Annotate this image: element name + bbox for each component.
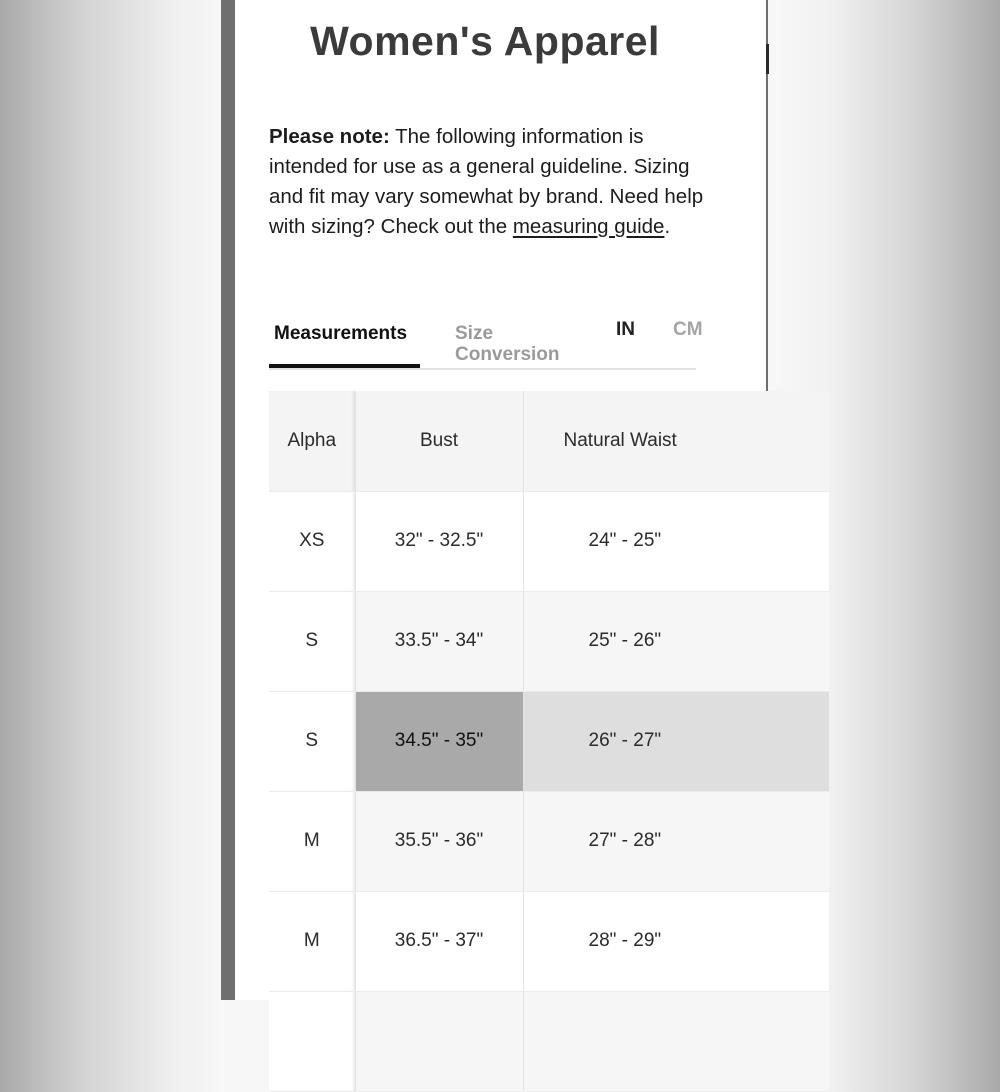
- cell-bust-highlighted: 34.5" - 35": [355, 691, 523, 791]
- active-tab-indicator: [269, 364, 420, 368]
- cell-alpha: S: [269, 591, 355, 691]
- table-header-row: [269, 391, 829, 491]
- cell-waist: [523, 991, 829, 1091]
- header-natural-waist: Natural Waist: [523, 391, 829, 491]
- cell-waist: 24" - 25": [523, 491, 829, 591]
- unit-toggle-in[interactable]: IN: [616, 319, 635, 340]
- tab-measurements[interactable]: Measurements: [274, 323, 408, 344]
- header-bust: Bust: [355, 391, 523, 491]
- table-row: [269, 991, 829, 1091]
- cell-alpha: [269, 991, 355, 1091]
- cell-bust: 36.5" - 37": [355, 891, 523, 991]
- cell-bust: 35.5" - 36": [355, 791, 523, 891]
- cell-waist: 27" - 28": [523, 791, 829, 891]
- size-chart-panel: [235, 0, 766, 1000]
- measurements-table-scroll[interactable]: [269, 391, 696, 1031]
- unit-toggle-cm[interactable]: CM: [673, 319, 703, 340]
- cell-bust: 32" - 32.5": [355, 491, 523, 591]
- note-label: Please note:: [269, 125, 390, 148]
- page-title: Women's Apparel: [310, 18, 660, 64]
- measuring-guide-link[interactable]: measuring guide: [512, 215, 665, 238]
- table-row: [269, 791, 829, 891]
- table-row-highlighted: [269, 691, 829, 791]
- cell-alpha: M: [269, 791, 355, 891]
- table-row: [269, 591, 829, 691]
- cell-bust: [355, 991, 523, 1091]
- cell-waist-highlighted: 26" - 27": [523, 691, 829, 791]
- chart-tabs: [269, 316, 703, 370]
- table-row: [269, 891, 829, 991]
- cell-waist: 25" - 26": [523, 591, 829, 691]
- table-row: [269, 491, 829, 591]
- note-text: The following information is intended for use as a general guideline. Sizing and fit may vary somewhat by brand. Need help with sizing? Check out the: [269, 125, 704, 238]
- note-end: .: [664, 215, 671, 238]
- header-alpha: Alpha: [269, 391, 355, 491]
- guideline-note: [269, 122, 709, 242]
- cell-alpha: XS: [269, 491, 355, 591]
- cell-alpha: S: [269, 691, 355, 791]
- device-side-button: [766, 44, 769, 74]
- measurements-table: [269, 391, 829, 1092]
- cell-waist: 28" - 29": [523, 891, 829, 991]
- cell-bust: 33.5" - 34": [355, 591, 523, 691]
- tab-size-conversion[interactable]: Size Conversion: [455, 323, 560, 365]
- cell-alpha: M: [269, 891, 355, 991]
